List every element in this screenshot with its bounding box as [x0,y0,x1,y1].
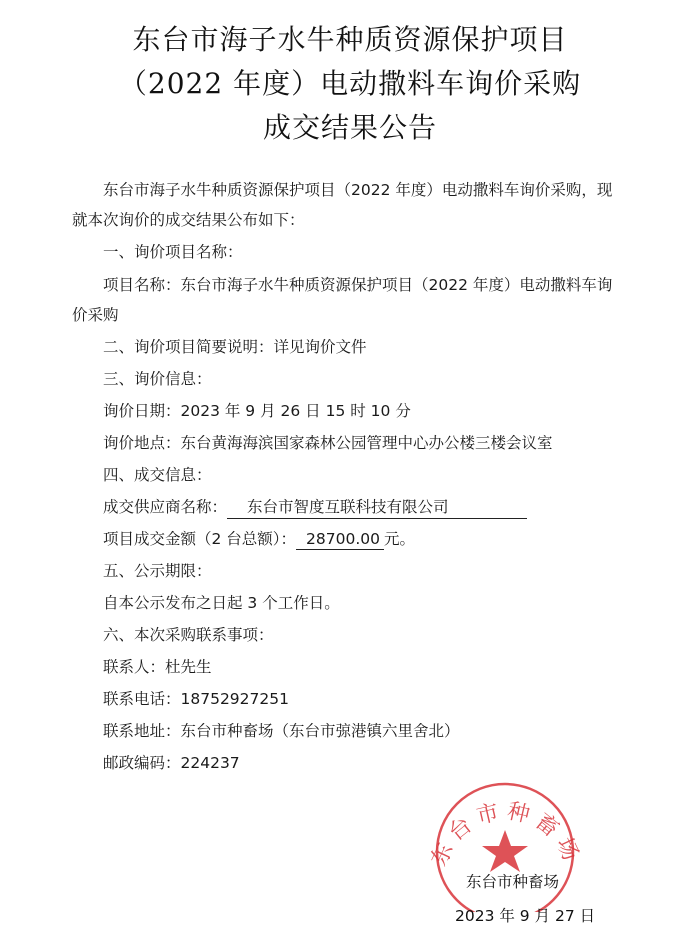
seal-text: 东台市种畜场 [426,798,585,870]
section-2-heading: 二、询价项目简要说明：详见询价文件 [103,338,367,356]
amount-label: 项目成交金额（2 台总额）： [103,530,297,548]
intro-line-2: 就本次询价的成交结果公布如下： [72,211,305,229]
contact-address: 联系地址：东台市种畜场（东台市弶港镇六里舍北） [103,722,460,740]
section-5-heading: 五、公示期限： [103,562,212,580]
page-title-line-2: （2022 年度）电动撒料车询价采购 [118,67,582,100]
publicity-period: 自本公示发布之日起 3 个工作日。 [103,594,340,612]
supplier-value: 东台市智度互联科技有限公司 [227,495,527,519]
postal-code: 邮政编码：224237 [103,754,240,772]
page-title-line-1: 东台市海子水牛种质资源保护项目 [132,23,568,56]
official-seal [425,782,585,912]
supplier-row [103,495,527,519]
supplier-label: 成交供应商名称： [103,498,228,516]
amount-value: 28700.00 [296,530,384,550]
amount-row [103,527,415,550]
contact-person: 联系人：杜先生 [103,658,212,676]
signature-organization: 东台市种畜场 [466,873,560,891]
project-name-line-1: 项目名称：东台市海子水牛种质资源保护项目（2022 年度）电动撒料车询 [103,276,613,294]
intro-line-1: 东台市海子水牛种质资源保护项目（2022 年度）电动撒料车询价采购，现 [103,181,613,199]
page-title-line-3: 成交结果公告 [262,111,437,144]
contact-phone: 联系电话：18752927251 [103,690,289,708]
inquiry-location: 询价地点：东台黄海海滨国家森林公园管理中心办公楼三楼会议室 [103,434,553,452]
project-name-line-2: 价采购 [72,306,119,324]
section-3-heading: 三、询价信息： [103,370,212,388]
signature-date: 2023 年 9 月 27 日 [455,907,596,925]
section-6-heading: 六、本次采购联系事项： [103,626,274,644]
section-1-heading: 一、询价项目名称： [103,243,243,261]
amount-unit: 元。 [384,530,416,548]
section-4-heading: 四、成交信息： [103,466,212,484]
inquiry-date: 询价日期：2023 年 9 月 26 日 15 时 10 分 [103,402,411,420]
